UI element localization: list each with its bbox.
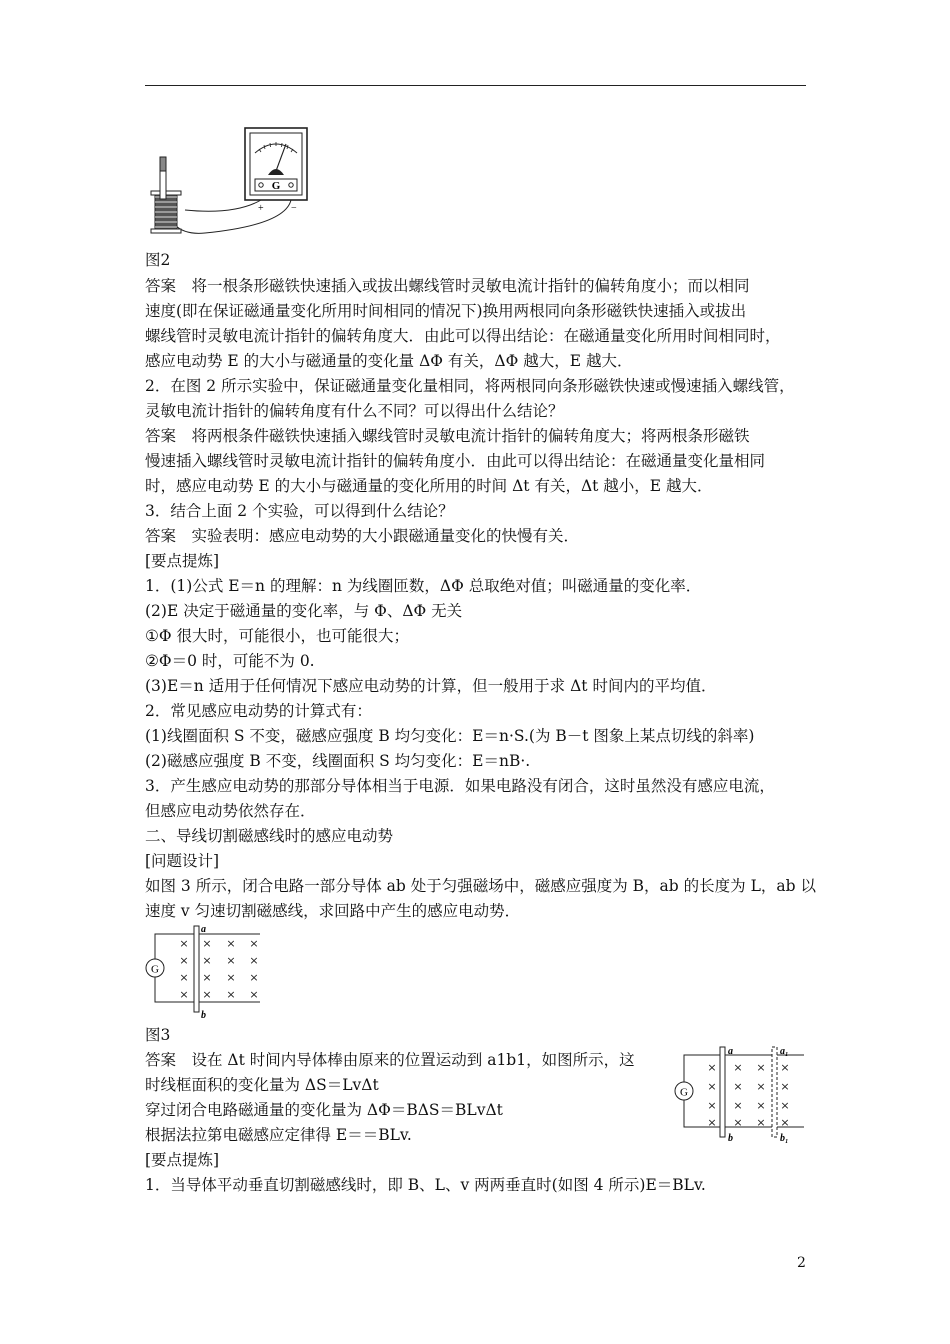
text-line: 答案 将一根条形磁铁快速插入或拔出螺线管时灵敏电流计指针的偏转角度小；而以相同 xyxy=(145,277,750,295)
figure-3-circuit xyxy=(145,922,265,1020)
text-line: 穿过闭合电路磁通量的变化量为 ΔΦ＝BΔS＝BLvΔt xyxy=(145,1101,503,1119)
text-line: 1．(1)公式 E＝n 的理解：n 为线圈匝数，ΔΦ 总取绝对值；叫磁通量的变化率． xyxy=(145,577,702,595)
svg-text:×: × xyxy=(707,1116,717,1129)
svg-text:×: × xyxy=(226,937,236,950)
figure-side-label-b: b xyxy=(728,1133,733,1143)
figure-2-plus: + xyxy=(258,203,264,214)
svg-text:×: × xyxy=(249,971,259,984)
figure-side-label-b1: b₁ xyxy=(780,1133,789,1143)
text-line: 答案 将两根条件磁铁快速插入螺线管时灵敏电流计指针的偏转角度大；将两根条形磁铁 xyxy=(145,427,750,445)
figure-side-label-a: a xyxy=(728,1046,733,1057)
svg-text:×: × xyxy=(202,954,212,967)
section-heading: 二、导线切割磁感线时的感应电动势 xyxy=(145,827,394,845)
svg-text:×: × xyxy=(733,1116,743,1129)
svg-text:×: × xyxy=(733,1099,743,1112)
text-line: 3．结合上面 2 个实验，可以得到什么结论？ xyxy=(145,502,454,520)
text-line: 灵敏电流计指针的偏转角度有什么不同？可以得出什么结论？ xyxy=(145,402,564,420)
text-line: 时线框面积的变化量为 ΔS＝LvΔt xyxy=(145,1076,379,1094)
svg-text:×: × xyxy=(179,954,189,967)
text-line: 速度(即在保证磁通量变化所用时间相同的情况下)换用两根同向条形磁铁快速插入或拔出 xyxy=(145,302,747,320)
text-line: 时，感应电动势 E 的大小与磁通量的变化所用的时间 Δt 有关，Δt 越小，E 越大． xyxy=(145,477,713,495)
text-line: 3．产生感应电动势的那部分导体相当于电源．如果电路没有闭合，这时虽然没有感应电流， xyxy=(145,777,775,795)
svg-text:×: × xyxy=(780,1116,790,1129)
figure-2-minus: − xyxy=(291,203,297,214)
text-line: 答案 设在 Δt 时间内导体棒由原来的位置运动到 a1b1，如图所示，这 xyxy=(145,1051,635,1069)
svg-text:×: × xyxy=(707,1061,717,1074)
svg-text:×: × xyxy=(226,988,236,1001)
svg-text:×: × xyxy=(249,937,259,950)
svg-text:×: × xyxy=(179,988,189,1001)
svg-text:×: × xyxy=(179,937,189,950)
text-line: 螺线管时灵敏电流计指针的偏转角度大．由此可以得出结论：在磁通量变化所用时间相同时， xyxy=(145,327,781,345)
figure-side-meter-label: G xyxy=(680,1086,688,1099)
text-line: [问题设计] xyxy=(145,852,220,870)
svg-text:×: × xyxy=(249,988,259,1001)
text-line: 1．当导体平动垂直切割磁感线时，即 B、L、v 两两垂直时(如图 4 所示)E＝BLv. xyxy=(145,1176,706,1194)
figure-3-label-a: a xyxy=(201,924,206,935)
svg-text:×: × xyxy=(707,1080,717,1093)
text-line: ②Φ＝0 时，可能不为 0. xyxy=(145,652,315,670)
text-line: 但感应电动势依然存在． xyxy=(145,802,316,820)
figure-side-label-a1: a₁ xyxy=(780,1046,789,1057)
svg-text:×: × xyxy=(202,971,212,984)
svg-text:×: × xyxy=(179,971,189,984)
svg-text:×: × xyxy=(733,1080,743,1093)
text-line: 感应电动势 E 的大小与磁通量的变化量 ΔΦ 有关，ΔΦ 越大，E 越大． xyxy=(145,352,633,370)
text-line: [要点提炼] xyxy=(145,552,220,570)
text-line: 根据法拉第电磁感应定律得 E＝＝BLv. xyxy=(145,1126,412,1144)
figure-2-caption: 图2 xyxy=(145,251,171,269)
svg-text:×: × xyxy=(756,1099,766,1112)
figure-3-caption: 图3 xyxy=(145,1026,171,1044)
text-line: 2．常见感应电动势的计算式有： xyxy=(145,702,372,720)
text-line: [要点提炼] xyxy=(145,1151,220,1169)
figure-3-label-b: b xyxy=(201,1010,206,1020)
figure-2-meter-label: G xyxy=(271,180,281,192)
text-line: 慢速插入螺线管时灵敏电流计指针的偏转角度小．由此可以得出结论：在磁通量变化量相同 xyxy=(145,452,766,470)
figure-3-meter-label: G xyxy=(151,963,159,976)
figure-side-circuit xyxy=(672,1043,808,1143)
svg-text:×: × xyxy=(780,1080,790,1093)
text-line: (2)磁感应强度 B 不变，线圈面积 S 均匀变化：E＝nB·. xyxy=(145,752,531,770)
svg-text:×: × xyxy=(756,1080,766,1093)
svg-text:×: × xyxy=(707,1099,717,1112)
svg-text:×: × xyxy=(226,954,236,967)
text-line: (1)线圈面积 S 不变，磁感应强度 B 均匀变化：E＝n·S.(为 B－t 图象上某点切线的斜率) xyxy=(145,727,755,745)
svg-text:×: × xyxy=(756,1116,766,1129)
svg-text:×: × xyxy=(226,971,236,984)
header-rule xyxy=(145,85,806,86)
svg-text:×: × xyxy=(202,988,212,1001)
svg-text:×: × xyxy=(202,937,212,950)
text-line: (2)E 决定于磁通量的变化率，与 Φ、ΔΦ 无关 xyxy=(145,602,463,620)
text-line: 答案 实验表明：感应电动势的大小跟磁通量变化的快慢有关． xyxy=(145,527,580,545)
figure-2-galvanometer xyxy=(145,125,315,237)
text-line: 速度 v 匀速切割磁感线，求回路中产生的感应电动势． xyxy=(145,902,521,920)
text-line: ①Φ 很大时，可能很小，也可能很大； xyxy=(145,627,410,645)
text-line: 如图 3 所示，闭合电路一部分导体 ab 处于匀强磁场中，磁感应强度为 B，ab 的长度为 L，ab 以 xyxy=(145,877,816,895)
page-number: 2 xyxy=(797,1255,806,1271)
svg-text:×: × xyxy=(780,1061,790,1074)
svg-text:×: × xyxy=(733,1061,743,1074)
svg-text:×: × xyxy=(249,954,259,967)
svg-text:×: × xyxy=(756,1061,766,1074)
text-line: (3)E＝n 适用于任何情况下感应电动势的计算，但一般用于求 Δt 时间内的平均值． xyxy=(145,677,717,695)
text-line: 2．在图 2 所示实验中，保证磁通量变化量相同，将两根同向条形磁铁快速或慢速插入螺线管， xyxy=(145,377,795,395)
svg-text:×: × xyxy=(780,1099,790,1112)
